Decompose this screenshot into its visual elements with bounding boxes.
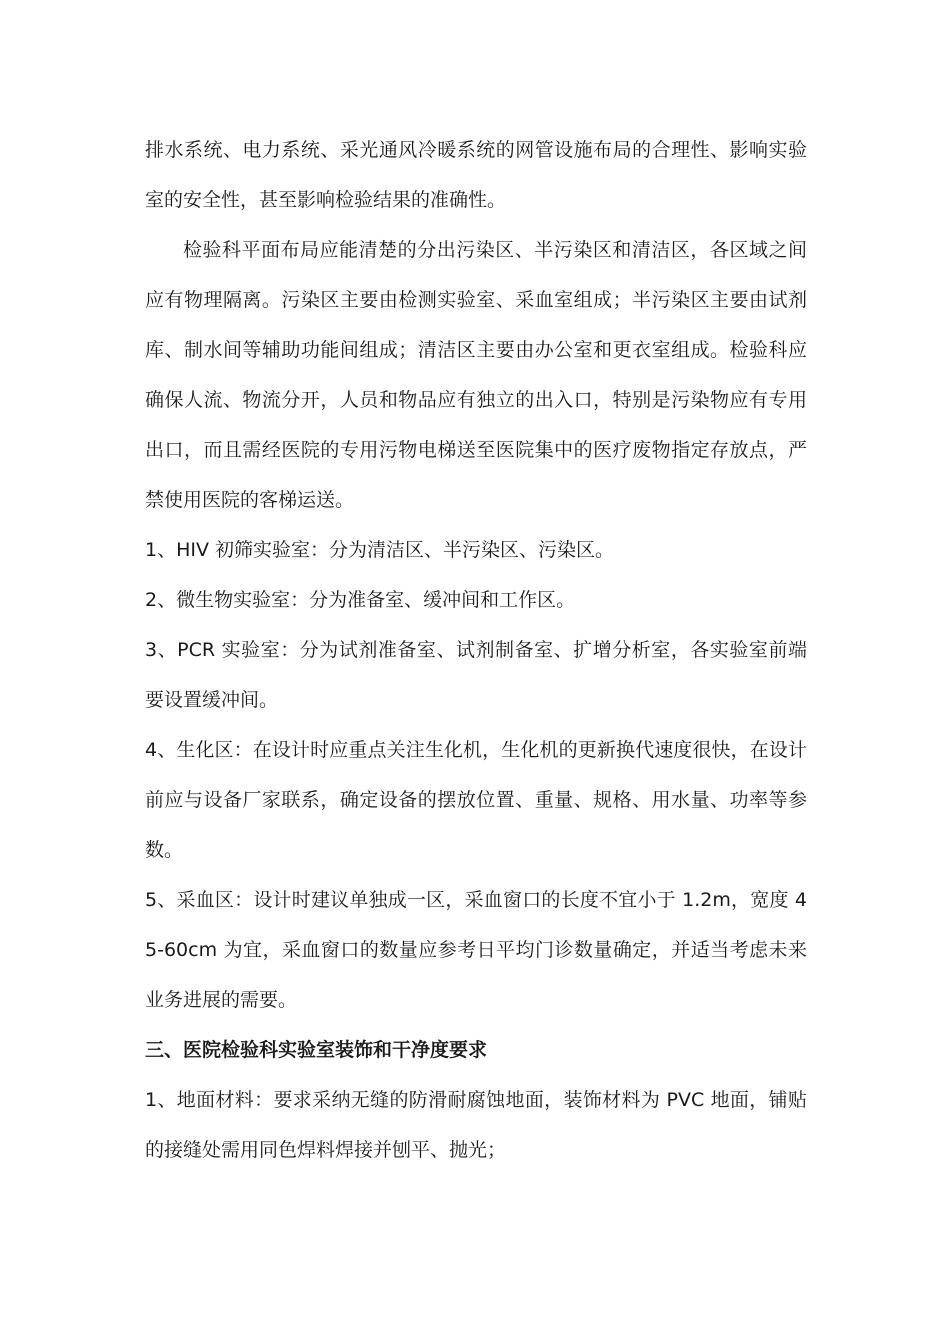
- list-item-blood-collection-area: 5、采血区：设计时建议单独成一区，采血窗口的长度不宜小于 1.2m，宽度 45-60cm 为宜，采血窗口的数量应参考日平均门诊数量确定，并适当考虑未来业务进展的需要。: [145, 889, 807, 1011]
- list-item-biochemistry-area: 4、生化区：在设计时应重点关注生化机，生化机的更新换代速度很快，在设计前应与设备厂家联系，确定设备的摆放位置、重量、规格、用水量、功率等参数。: [145, 739, 807, 861]
- list-item-microbiology-lab: 2、微生物实验室：分为准备室、缓冲间和工作区。: [145, 589, 576, 611]
- list-item-floor-material: 1、地面材料：要求采纳无缝的防滑耐腐蚀地面，装饰材料为 PVC 地面，铺贴的接缝处需用同色焊料焊接并刨平、抛光；: [145, 1089, 807, 1161]
- section-heading: 三、医院检验科实验室装饰和干净度要求: [145, 1039, 488, 1061]
- list-item-pcr-lab: 3、PCR 实验室：分为试剂准备室、试剂制备室、扩增分析室，各实验室前端要设置缓冲间。: [145, 639, 807, 711]
- paragraph-layout-zones: 检验科平面布局应能清楚的分出污染区、半污染区和清洁区，各区域之间应有物理隔离。污染区主要由检测实验室、采血室组成；半污染区主要由试剂库、制水间等辅助功能间组成；清洁区主要由办公室和更衣室组成。检验科应确保人流、物流分开，人员和物品应有独立的出入口，特别是污染物应有专用出口，而且需经医院的专用污物电梯送至医院集中的医疗废物指定存放点，严禁使用医院的客梯运送。: [145, 239, 807, 511]
- document-body: [145, 125, 807, 1175]
- paragraph-drainage-systems: 排水系统、电力系统、采光通风冷暖系统的网管设施布局的合理性、影响实验室的安全性，甚至影响检验结果的准确性。: [145, 139, 807, 211]
- list-item-hiv-lab: 1、HIV 初筛实验室：分为清洁区、半污染区、污染区。: [145, 539, 615, 561]
